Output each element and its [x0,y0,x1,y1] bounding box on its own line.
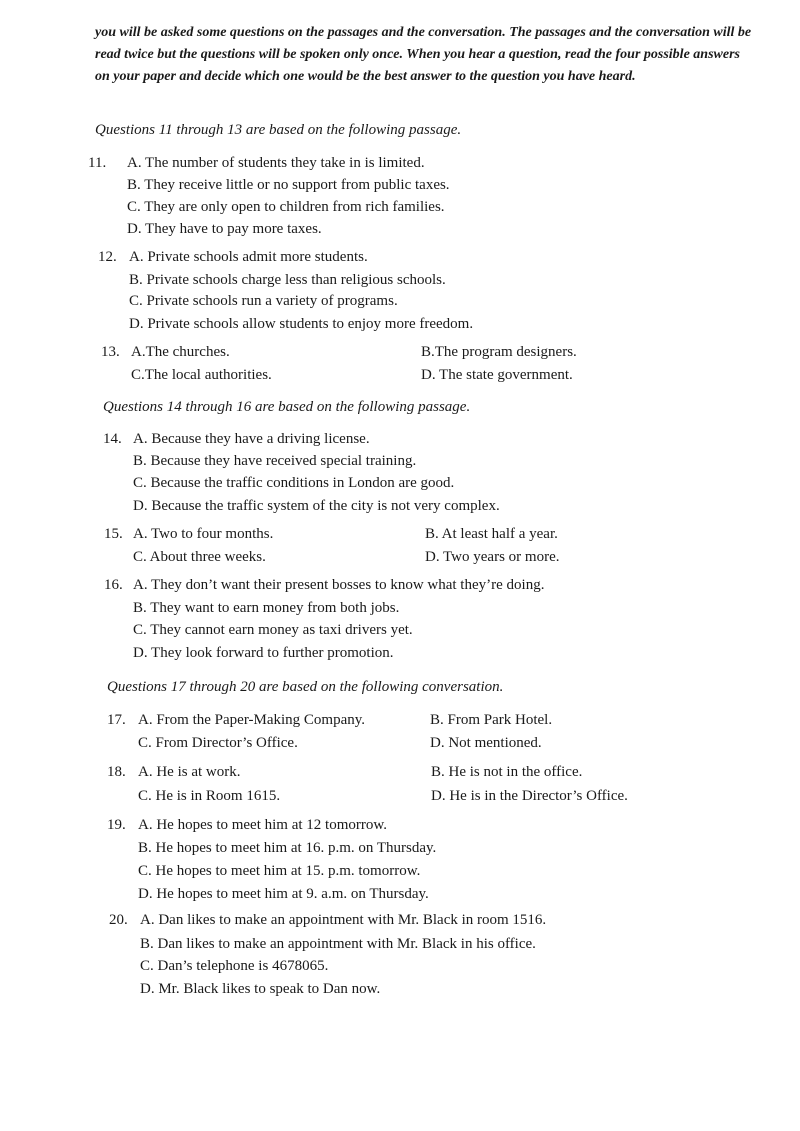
option-d: D. He is in the Director’s Office. [431,788,628,804]
option-b: B. They want to earn money from both jobs. [133,600,400,616]
option-d: D. Not mentioned. [430,735,542,751]
option-a: A. The number of students they take in is limited. [127,155,425,171]
option-b: B. Dan likes to make an appointment with Mr. Black in his office. [140,936,536,952]
option-a: A. Because they have a driving license. [133,431,370,447]
question-number: 12. [98,249,117,265]
option-c: C. They are only open to children from rich families. [127,199,445,215]
option-d: D. They have to pay more taxes. [127,221,322,237]
option-a: A. Dan likes to make an appointment with Mr. Black in room 1516. [140,912,547,928]
question-number: 15. [104,526,123,542]
option-a: A. From the Paper-Making Company. [138,712,366,728]
section-heading: Questions 17 through 20 are based on the following conversation. [107,679,504,695]
question-number: 19. [107,817,126,833]
option-c: C. About three weeks. [133,549,266,565]
option-c: C. Dan’s telephone is 4678065. [140,958,329,974]
instructions-paragraph: you will be asked some questions on the passages and the conversation. The passages and the conversation will be read twice but the questions will be spoken only once. When you hear a question, read the four possible answers on your paper and decide which one would be the best answer to the question you have heard. [95,25,752,84]
option-c: C. From Director’s Office. [138,735,298,751]
section-heading: Questions 14 through 16 are based on the following passage. [103,399,471,415]
option-a: A. They don’t want their present bosses to know what they’re doing. [133,577,545,593]
option-d: D. The state government. [421,367,573,383]
option-c: C.The local authorities. [131,367,272,383]
option-b: B. He is not in the office. [431,764,583,780]
question-number: 16. [104,577,123,593]
option-d: D. Because the traffic system of the city is not very complex. [133,498,500,514]
option-b: B. Because they have received special training. [133,453,417,469]
option-c: C. Private schools run a variety of programs. [129,293,398,309]
option-d: D. Private schools allow students to enjoy more freedom. [129,316,474,332]
option-d: D. They look forward to further promotion. [133,645,394,661]
option-a: A. Two to four months. [133,526,274,542]
option-c: C. Because the traffic conditions in London are good. [133,475,455,491]
option-d: D. He hopes to meet him at 9. a.m. on Thursday. [138,886,429,902]
option-b: B.The program designers. [421,344,577,360]
question-number: 17. [107,712,126,728]
option-a: A. Private schools admit more students. [129,249,368,265]
question-number: 18. [107,764,126,780]
option-b: B. They receive little or no support from public taxes. [127,177,450,193]
option-d: D. Mr. Black likes to speak to Dan now. [140,981,381,997]
option-b: B. He hopes to meet him at 16. p.m. on Thursday. [138,840,437,856]
option-a: A.The churches. [131,344,230,360]
option-c: C. He hopes to meet him at 15. p.m. tomorrow. [138,863,421,879]
option-a: A. He hopes to meet him at 12 tomorrow. [138,817,387,833]
question-number: 20. [109,912,128,928]
option-c: C. They cannot earn money as taxi drivers yet. [133,622,413,638]
option-a: A. He is at work. [138,764,241,780]
question-number: 11. [88,155,107,171]
option-b: B. Private schools charge less than religious schools. [129,272,446,288]
option-c: C. He is in Room 1615. [138,788,281,804]
section-heading: Questions 11 through 13 are based on the following passage. [95,122,462,138]
option-b: B. From Park Hotel. [430,712,553,728]
question-number: 14. [103,431,122,447]
question-number: 13. [101,344,120,360]
option-d: D. Two years or more. [425,549,560,565]
option-b: B. At least half a year. [425,526,558,542]
